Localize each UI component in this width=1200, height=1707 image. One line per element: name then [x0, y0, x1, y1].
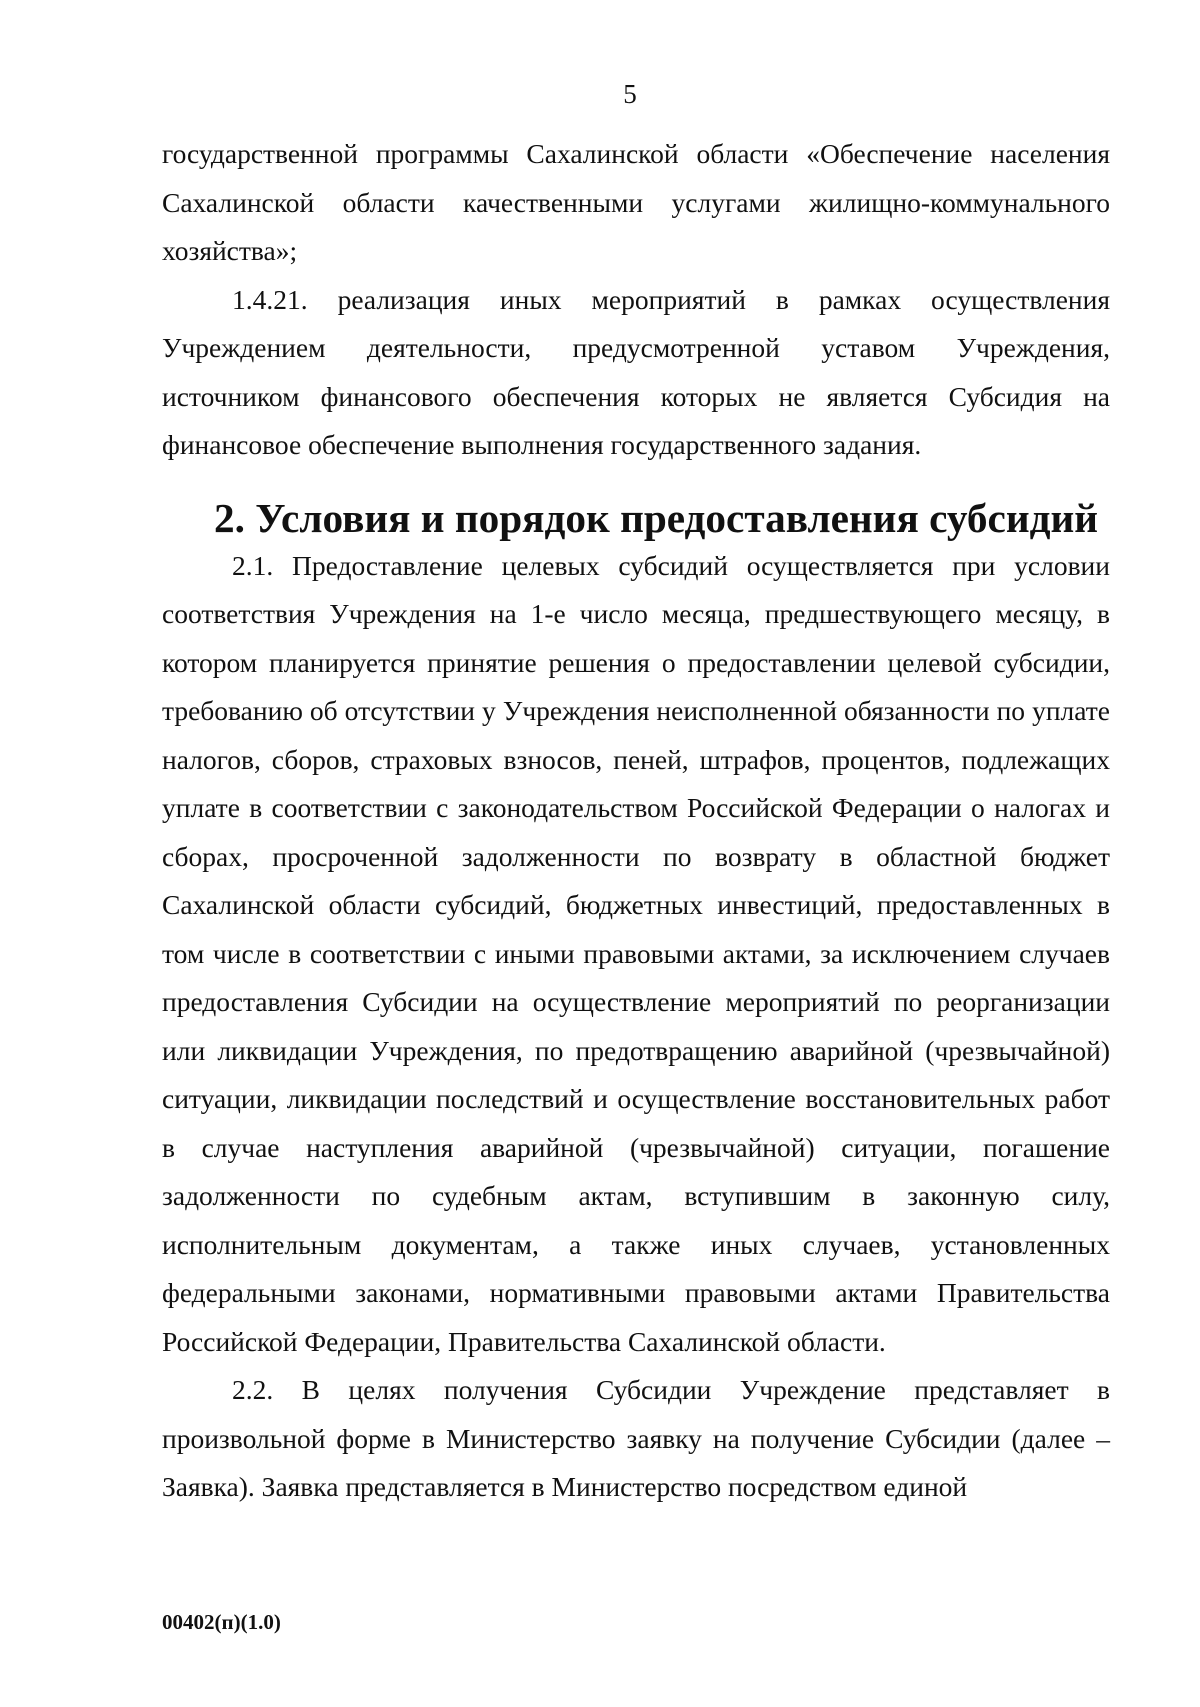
document-body: [162, 130, 1110, 1512]
section-2-heading: 2. Условия и порядок предоставления субсидий: [213, 494, 1099, 541]
footer-document-code: 00402(п)(1.0): [162, 1610, 281, 1634]
page-number: 5: [623, 79, 637, 109]
paragraph-2-1: 2.1. Предоставление целевых субсидий осуществляется при условии соответствия Учреждения на 1-е число месяца, предшествующего месяцу, в котором планируется принятие решения о предоставлении целевой субсидии, требованию об отсутствии у Учреждения неисполненной обязанности по уплате налогов, сборов, страховых взносов, пеней, штрафов, процентов, подлежащих уплате в соответствии с законодательством Российской Федерации о налогах и сборах, просроченной задолженности по возврату в областной бюджет Сахалинской области субсидий, бюджетных инвестиций, предоставленных в том числе в соответствии с иными правовыми актами, за исключением случаев предоставления Субсидии на осуществление мероприятий по реорганизации или ликвидации Учреждения, по предотвращению аварийной (чрезвычайной) ситуации, ликвидации последствий и осуществление восстановительных работ в случае наступления аварийной (чрезвычайной) ситуации, погашение задолженности по судебным актам, вступившим в законную силу, исполнительным документам, а также иных случаев, установленных федеральными законами, нормативными правовыми актами Правительства Российской Федерации, Правительства Сахалинской области.: [162, 549, 1110, 1357]
paragraph-1-4-21: 1.4.21. реализация иных мероприятий в рамках осуществления Учреждением деятельности, предусмотренной уставом Учреждения, источником финансового обеспечения которых не является Субсидия на финансовое обеспечение выполнения государственного задания.: [162, 283, 1110, 460]
paragraph-continuation: государственной программы Сахалинской области «Обеспечение населения Сахалинской области качественными услугами жилищно-коммунального хозяйства»;: [162, 138, 1110, 266]
paragraph-2-2: 2.2. В целях получения Субсидии Учреждение представляет в произвольной форме в Министерство заявку на получение Субсидии (далее – Заявка). Заявка представляется в Министерство посредством единой: [162, 1374, 1110, 1502]
